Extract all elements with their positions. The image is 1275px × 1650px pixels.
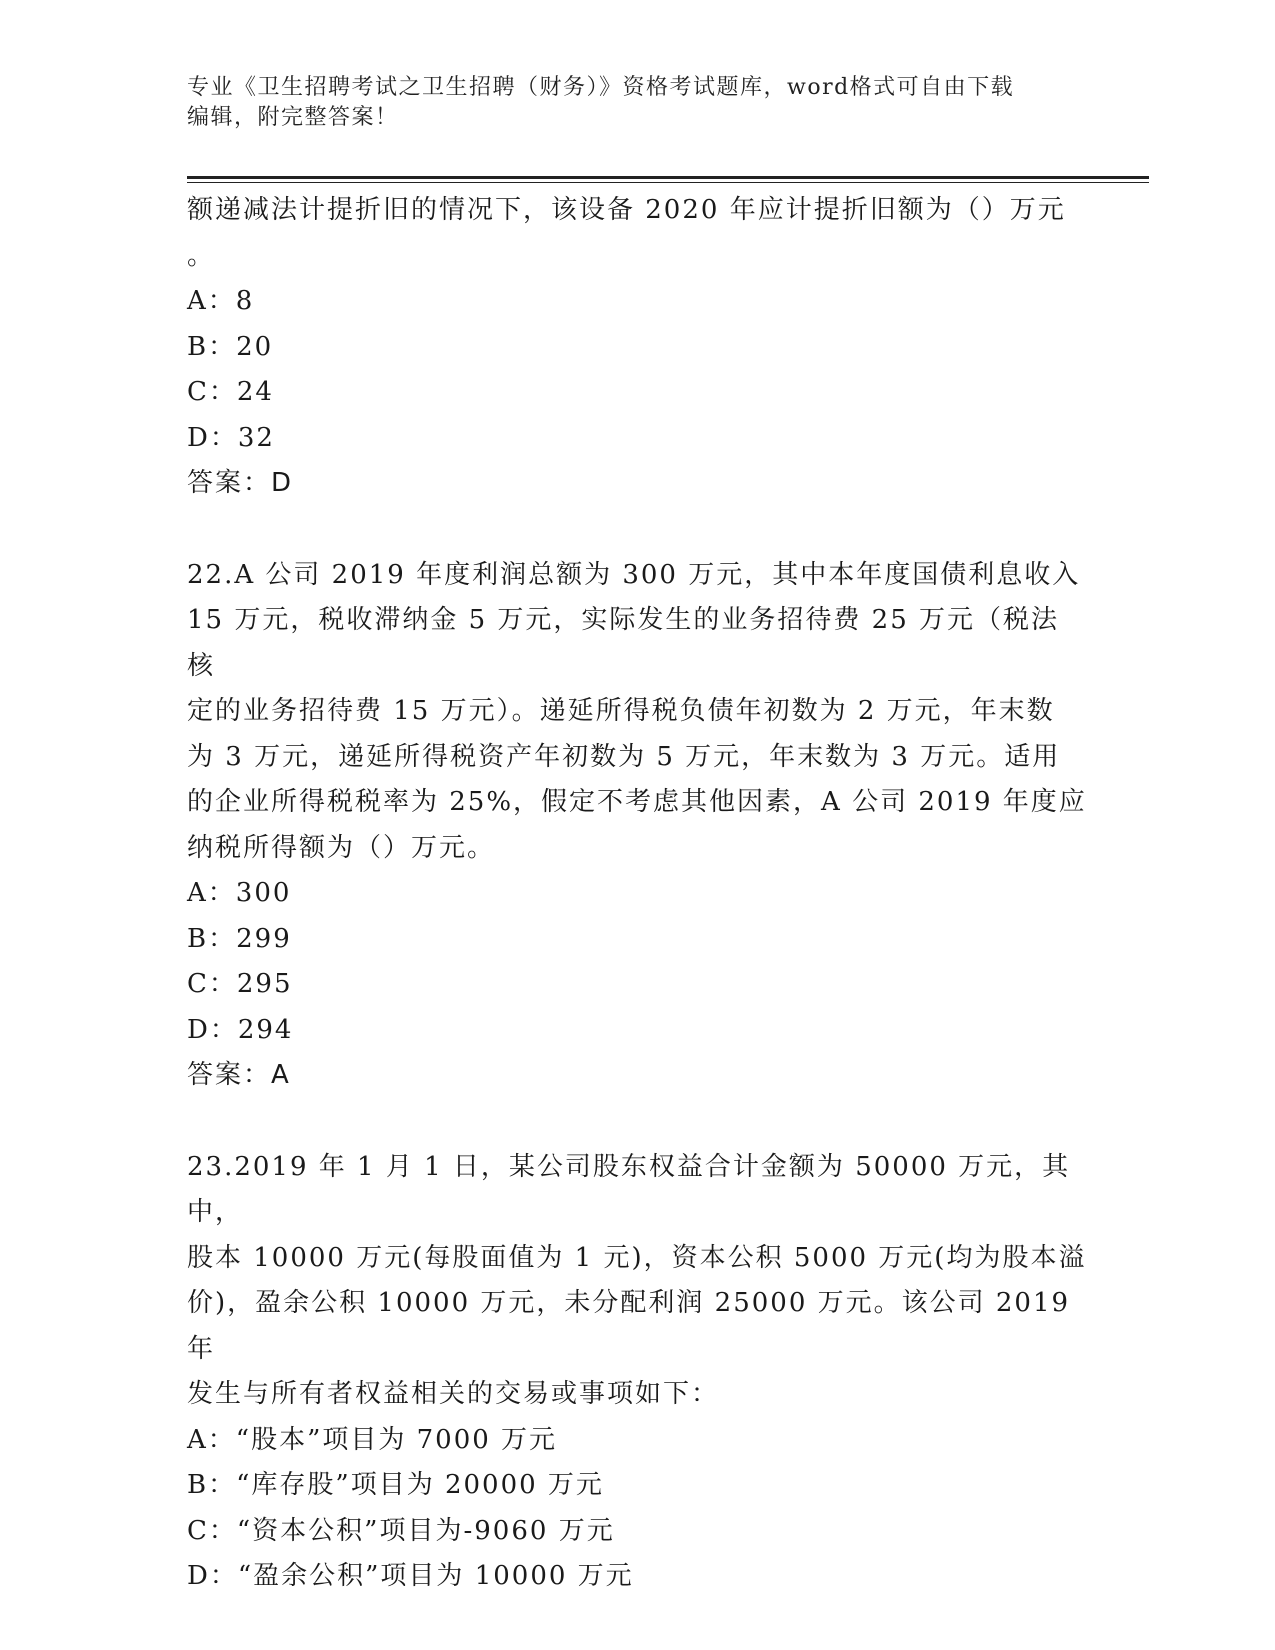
question-stem-line: 15 万元，税收滞纳金 5 万元，实际发生的业务招待费 25 万元（税法核 [187, 605, 1060, 681]
question-stem-line: 纳税所得额为（）万元。 [187, 832, 496, 863]
document-header [187, 73, 1067, 133]
question-stem-line: 为 3 万元，递延所得税资产年初数为 5 万元，年末数为 3 万元。适用 [187, 741, 1061, 772]
option-d: D：294 [187, 1014, 294, 1045]
question-stem-line: 发生与所有者权益相关的交易或事项如下： [187, 1379, 720, 1409]
question-23 [187, 1145, 1087, 1600]
header-divider-thin [187, 182, 1149, 183]
answer-line: 答案：D [187, 468, 294, 498]
header-line-1: 专业《卫生招聘考试之卫生招聘（财务）》资格考试题库，word格式可自由下载 [187, 75, 1015, 100]
question-stem-line: 股本 10000 万元(每股面值为 1 元)，资本公积 5000 万元(均为股本溢 [187, 1242, 1087, 1273]
option-c: C：295 [187, 969, 293, 999]
option-a: A：300 [187, 878, 292, 908]
question-stem-line: 额递减法计提折旧的情况下，该设备 2020 年应计提折旧额为（）万元 [187, 195, 1066, 225]
question-stem-line: 22.A 公司 2019 年度利润总额为 300 万元，其中本年度国债利息收入 [187, 559, 1081, 590]
header-line-2: 编辑，附完整答案！ [187, 105, 399, 130]
option-a: A：8 [187, 286, 255, 316]
question-stem-line: 的企业所得税税率为 25%，假定不考虑其他因素，A 公司 2019 年度应 [187, 787, 1087, 817]
question-stem-line: 。 [187, 240, 216, 271]
document-body [187, 188, 1087, 1600]
option-d: D：32 [187, 422, 275, 453]
option-d: D：“盈余公积”项目为 10000 万元 [187, 1561, 634, 1591]
answer-line: 答案：A [187, 1060, 291, 1090]
question-stem-line: 23.2019 年 1 月 1 日，某公司股东权益合计金额为 50000 万元，其中， [187, 1151, 1071, 1227]
header-divider-thick [187, 176, 1149, 179]
option-b: B：299 [187, 923, 292, 954]
question-stem-line: 价)，盈余公积 10000 万元，未分配利润 25000 万元。该公司 2019 年 [187, 1288, 1071, 1364]
question-22 [187, 553, 1087, 1099]
spacer [187, 1099, 1087, 1145]
option-c: C：24 [187, 377, 274, 407]
option-a: A：“股本”项目为 7000 万元 [187, 1424, 558, 1455]
question-stem-line: 定的业务招待费 15 万元）。递延所得税负债年初数为 2 万元，年末数 [187, 696, 1055, 726]
option-c: C：“资本公积”项目为-9060 万元 [187, 1515, 615, 1546]
option-b: B：“库存股”项目为 20000 万元 [187, 1470, 604, 1500]
option-b: B：20 [187, 331, 274, 362]
spacer [187, 507, 1087, 553]
question-21 [187, 188, 1087, 507]
